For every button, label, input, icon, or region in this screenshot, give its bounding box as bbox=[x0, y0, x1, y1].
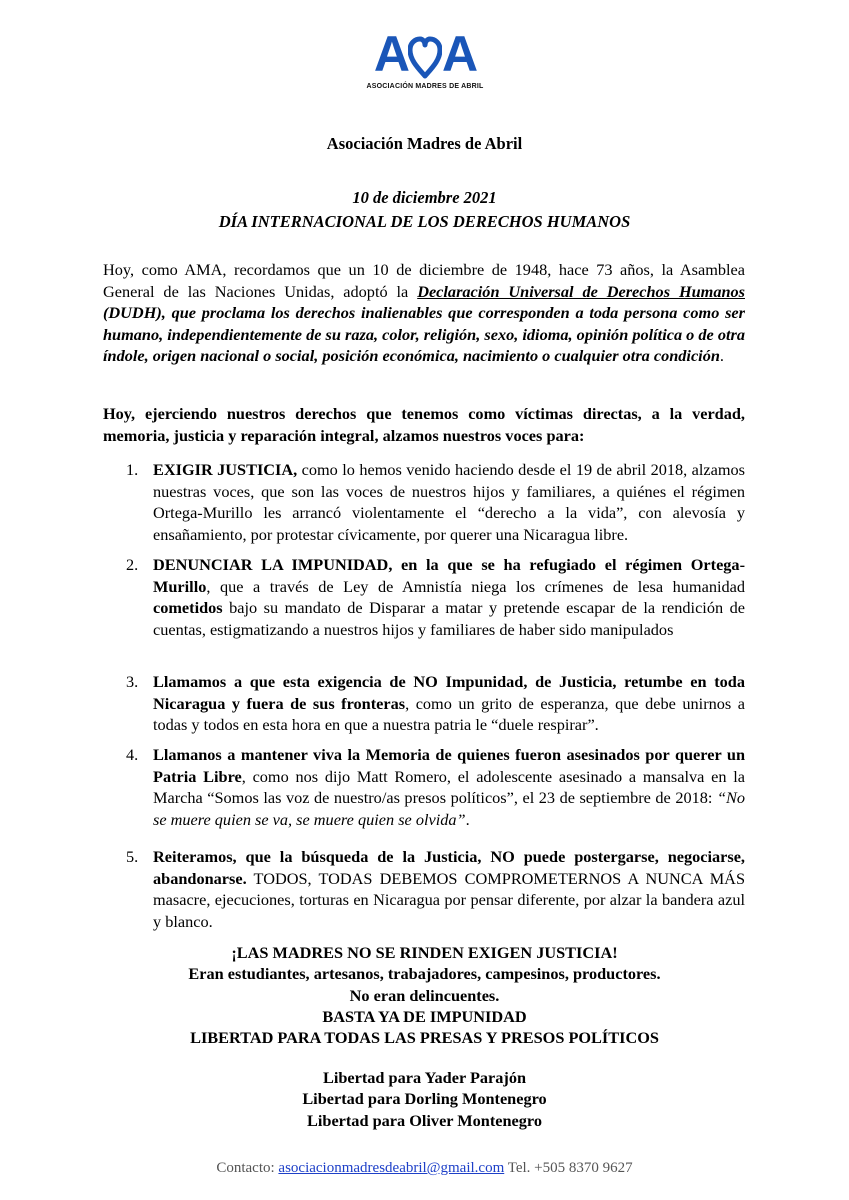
email-link[interactable]: asociacionmadresdeabril@gmail.com bbox=[278, 1160, 505, 1176]
closing-line: Eran estudiantes, artesanos, trabajadores, campesinos, productores. bbox=[188, 964, 661, 984]
intro-emphasis: (DUDH), que proclama los derechos inalienables que corresponden a toda persona como ser humano, independientemente de su raza, color, religión, sexo, idioma, opinión política o de otra índole, origen nacional o social, posición económica, nacimiento o cualquier otra condición bbox=[103, 303, 745, 366]
list-number: 1. bbox=[126, 460, 139, 479]
closing-line: ¡LAS MADRES NO SE RINDEN EXIGEN JUSTICIA! bbox=[231, 943, 618, 962]
libertad-line: Libertad para Yader Parajón bbox=[322, 1068, 527, 1087]
item-bold: Llamamos a que esta exigencia de NO Impunidad, de Justicia, retumbe en toda Nicaragua y fuera de sus fronteras bbox=[153, 672, 745, 713]
item-bold: cometidos bbox=[153, 598, 223, 618]
logo-letter-a: A bbox=[373, 26, 408, 82]
closing-line: BASTA YA DE IMPUNIDAD bbox=[322, 1006, 527, 1026]
item-bold: EXIGIR JUSTICIA, bbox=[153, 460, 298, 479]
list-item bbox=[153, 459, 745, 545]
item-text: . bbox=[465, 809, 470, 829]
logo-letter-a2: A bbox=[442, 26, 477, 82]
item-text: bajo su mandato de Disparar a matar y pretende escapar de la rendición de cuentas, estigmatizando a nuestros hijos y familiares de haber sido manipulados bbox=[153, 598, 745, 639]
closing-block bbox=[0, 942, 849, 1048]
intro-text: Hoy, como AMA, recordamos que un 10 de diciembre de 1948, hace 73 años, la Asamblea General de las Naciones Unidas, adoptó la bbox=[103, 260, 745, 301]
list-number: 2. bbox=[126, 555, 139, 574]
libertad-line: Libertad para Dorling Montenegro bbox=[302, 1089, 547, 1109]
libertad-line: Libertad para Oliver Montenegro bbox=[307, 1110, 542, 1130]
item-text: , que a través de Ley de Amnistía niega los crímenes de lesa humanidad bbox=[206, 576, 745, 596]
list-number: 4. bbox=[126, 745, 139, 764]
item-text: , como nos dijo Matt Romero, el adolescente asesinado a mansalva en la Marcha “Somos las voz de nuestro/as presos políticos”, el 23 de septiembre de 2018: bbox=[153, 766, 745, 808]
item-text: como lo hemos venido haciendo desde el 19 de abril 2018, alzamos nuestras voces, que son las voces de nuestros hijos y familiares, a quiénes el régimen Ortega-Murillo les arrancó violentamente el “derecho a la vida”, con alevosía y ensañamiento, por protestar cívicamente, por querer una Nicaragua libre. bbox=[153, 460, 746, 544]
contact-label: Contacto: bbox=[216, 1160, 279, 1176]
item-text: , como un grito de esperanza, que debe unirnos a todas y todos en esta hora en que a nuestra patria le “duele respirar”. bbox=[153, 693, 745, 735]
contact-footer bbox=[0, 1160, 849, 1177]
item-quote: “No se muere quien se va, se muere quien se olvida” bbox=[153, 788, 745, 829]
heart-m-icon bbox=[408, 30, 442, 80]
list-number: 3. bbox=[126, 672, 139, 691]
logo-subtitle: ASOCIACIÓN MADRES DE ABRIL bbox=[366, 83, 484, 90]
day-title: DÍA INTERNACIONAL DE LOS DERECHOS HUMANOS bbox=[218, 212, 631, 231]
intro-paragraph bbox=[103, 259, 745, 367]
list-item bbox=[153, 554, 745, 640]
date: 10 de diciembre 2021 bbox=[352, 188, 497, 207]
list-number: 5. bbox=[126, 847, 139, 866]
logo bbox=[360, 28, 490, 108]
item-bold: Llamanos a mantener viva la Memoria de quienes fueron asesinados por querer un Patria Libre bbox=[153, 745, 745, 786]
item-bold: Reiteramos, que la búsqueda de la Justicia, NO puede postergarse, negociarse, abandonarse. bbox=[153, 847, 745, 888]
list-item bbox=[153, 671, 745, 736]
list-item bbox=[153, 846, 745, 932]
closing-line: LIBERTAD PARA TODAS LAS PRESAS Y PRESOS POLÍTICOS bbox=[190, 1028, 659, 1048]
intro-period: . bbox=[719, 346, 724, 366]
contact-phone: Tel. +505 8370 9627 bbox=[504, 1160, 633, 1176]
logo-mark bbox=[360, 28, 490, 80]
item-bold: DENUNCIAR LA IMPUNIDAD, en la que se ha refugiado el régimen Ortega-Murillo bbox=[153, 555, 745, 596]
list-item bbox=[153, 744, 745, 830]
lead-paragraph: Hoy, ejerciendo nuestros derechos que tenemos como víctimas directas, a la verdad, memoria, justicia y reparación integral, alzamos nuestros voces para: bbox=[103, 404, 745, 445]
dudh-link[interactable]: Declaración Universal de Derechos Humanos bbox=[417, 281, 745, 301]
libertad-block bbox=[0, 1067, 849, 1131]
closing-line: No eran delincuentes. bbox=[349, 985, 500, 1005]
page-title: Asociación Madres de Abril bbox=[326, 134, 523, 153]
date-heading bbox=[0, 186, 849, 234]
item-text: TODOS, TODAS DEBEMOS COMPROMETERNOS A NUNCA MÁS masacre, ejecuciones, torturas en Nicaragua por pensar diferente, por alzar la bandera azul y blanco. bbox=[153, 868, 745, 931]
